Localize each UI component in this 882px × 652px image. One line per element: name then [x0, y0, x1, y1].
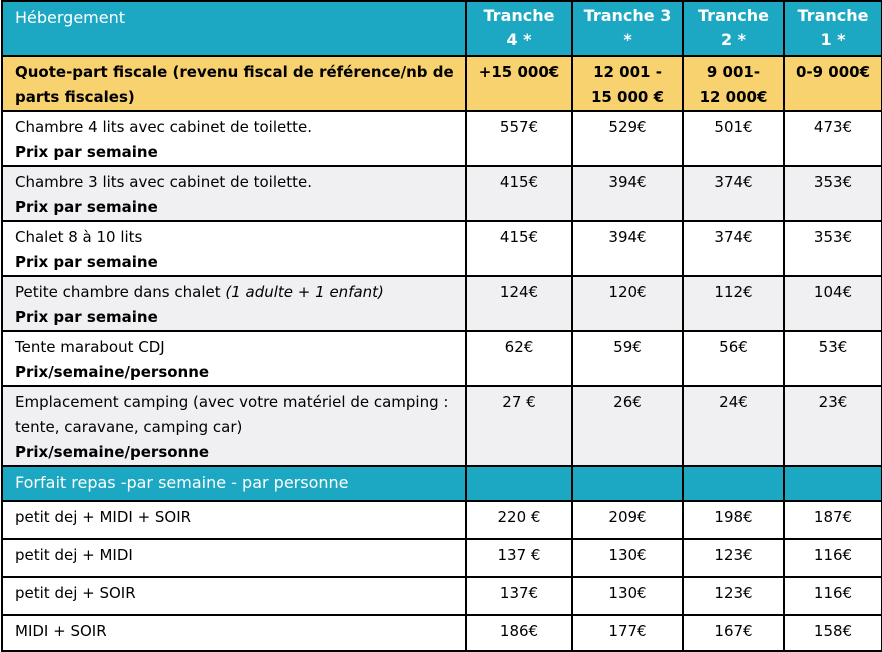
table-row — [2, 166, 882, 221]
price-cell: 187€ — [784, 501, 882, 539]
price-cell: 24€ — [683, 386, 784, 466]
price-cell: 158€ — [784, 615, 882, 651]
table-row — [2, 331, 882, 386]
header-label: Hébergement — [2, 1, 466, 56]
price-cell: 353€ — [784, 166, 882, 221]
section-cell — [572, 466, 683, 501]
price-cell: 123€ — [683, 577, 784, 615]
table-row — [2, 276, 882, 331]
row-label: Chambre 4 lits avec cabinet de toilette. Prix par semaine — [2, 111, 466, 166]
price-cell: 374€ — [683, 166, 784, 221]
meal-label: petit dej + MIDI — [2, 539, 466, 577]
price-cell: 415€ — [466, 221, 572, 276]
price-cell: 137 € — [466, 539, 572, 577]
price-cell: 209€ — [572, 501, 683, 539]
price-cell: 415€ — [466, 166, 572, 221]
price-cell: 186€ — [466, 615, 572, 651]
row-label: Petite chambre dans chalet (1 adulte + 1 enfant) Prix par semaine — [2, 276, 466, 331]
price-cell: 116€ — [784, 577, 882, 615]
price-cell: 353€ — [784, 221, 882, 276]
price-cell: 116€ — [784, 539, 882, 577]
price-cell: 130€ — [572, 577, 683, 615]
quota-row — [2, 56, 882, 111]
row-label: Emplacement camping (avec votre matériel de camping : tente, caravane, camping car) Prix/semaine/personne — [2, 386, 466, 466]
header-tranche-2: Tranche 2 * — [683, 1, 784, 56]
price-cell: 26€ — [572, 386, 683, 466]
meal-label: petit dej + MIDI + SOIR — [2, 501, 466, 539]
row-unit: Prix/semaine/personne — [15, 363, 210, 381]
price-cell: 53€ — [784, 331, 882, 386]
price-cell: 27 € — [466, 386, 572, 466]
price-cell: 59€ — [572, 331, 683, 386]
quota-value: 12 001 - 15 000 € — [572, 56, 683, 111]
header-row — [2, 1, 882, 56]
row-label: Tente marabout CDJ Prix/semaine/personne — [2, 331, 466, 386]
meal-row — [2, 539, 882, 577]
row-unit: Prix/semaine/personne — [15, 443, 210, 461]
row-label: Chambre 3 lits avec cabinet de toilette. Prix par semaine — [2, 166, 466, 221]
price-cell: 130€ — [572, 539, 683, 577]
price-cell: 198€ — [683, 501, 784, 539]
row-unit: Prix par semaine — [15, 143, 158, 161]
meal-label: MIDI + SOIR — [2, 615, 466, 651]
price-cell: 123€ — [683, 539, 784, 577]
price-cell: 137€ — [466, 577, 572, 615]
price-cell: 112€ — [683, 276, 784, 331]
table-row — [2, 221, 882, 276]
price-cell: 557€ — [466, 111, 572, 166]
quota-value: 0-9 000€ — [784, 56, 882, 111]
meals-section-label: Forfait repas -par semaine - par personne — [2, 466, 466, 501]
price-cell: 394€ — [572, 166, 683, 221]
price-cell: 124€ — [466, 276, 572, 331]
quota-value: 9 001- 12 000€ — [683, 56, 784, 111]
row-unit: Prix par semaine — [15, 198, 158, 216]
price-cell: 177€ — [572, 615, 683, 651]
header-tranche-1: Tranche 1 * — [784, 1, 882, 56]
price-cell: 473€ — [784, 111, 882, 166]
price-cell: 62€ — [466, 331, 572, 386]
price-cell: 220 € — [466, 501, 572, 539]
meals-section-row — [2, 466, 882, 501]
row-note: (1 adulte + 1 enfant) — [225, 283, 384, 301]
meal-row — [2, 577, 882, 615]
section-cell — [683, 466, 784, 501]
price-cell: 167€ — [683, 615, 784, 651]
row-unit: Prix par semaine — [15, 308, 158, 326]
quota-label: Quote-part fiscale (revenu fiscal de référence/nb de parts fiscales) — [2, 56, 466, 111]
table-row — [2, 111, 882, 166]
price-cell: 394€ — [572, 221, 683, 276]
price-cell: 529€ — [572, 111, 683, 166]
price-cell: 23€ — [784, 386, 882, 466]
meal-row — [2, 501, 882, 539]
table-row — [2, 386, 882, 466]
section-cell — [466, 466, 572, 501]
price-cell: 374€ — [683, 221, 784, 276]
quota-value: +15 000€ — [466, 56, 572, 111]
price-cell: 120€ — [572, 276, 683, 331]
header-tranche-3: Tranche 3 * — [572, 1, 683, 56]
price-cell: 56€ — [683, 331, 784, 386]
price-cell: 104€ — [784, 276, 882, 331]
meal-row — [2, 615, 882, 651]
row-label: Chalet 8 à 10 lits Prix par semaine — [2, 221, 466, 276]
meal-label: petit dej + SOIR — [2, 577, 466, 615]
section-cell — [784, 466, 882, 501]
row-unit: Prix par semaine — [15, 253, 158, 271]
price-cell: 501€ — [683, 111, 784, 166]
pricing-table — [1, 0, 882, 652]
header-tranche-4: Tranche 4 * — [466, 1, 572, 56]
